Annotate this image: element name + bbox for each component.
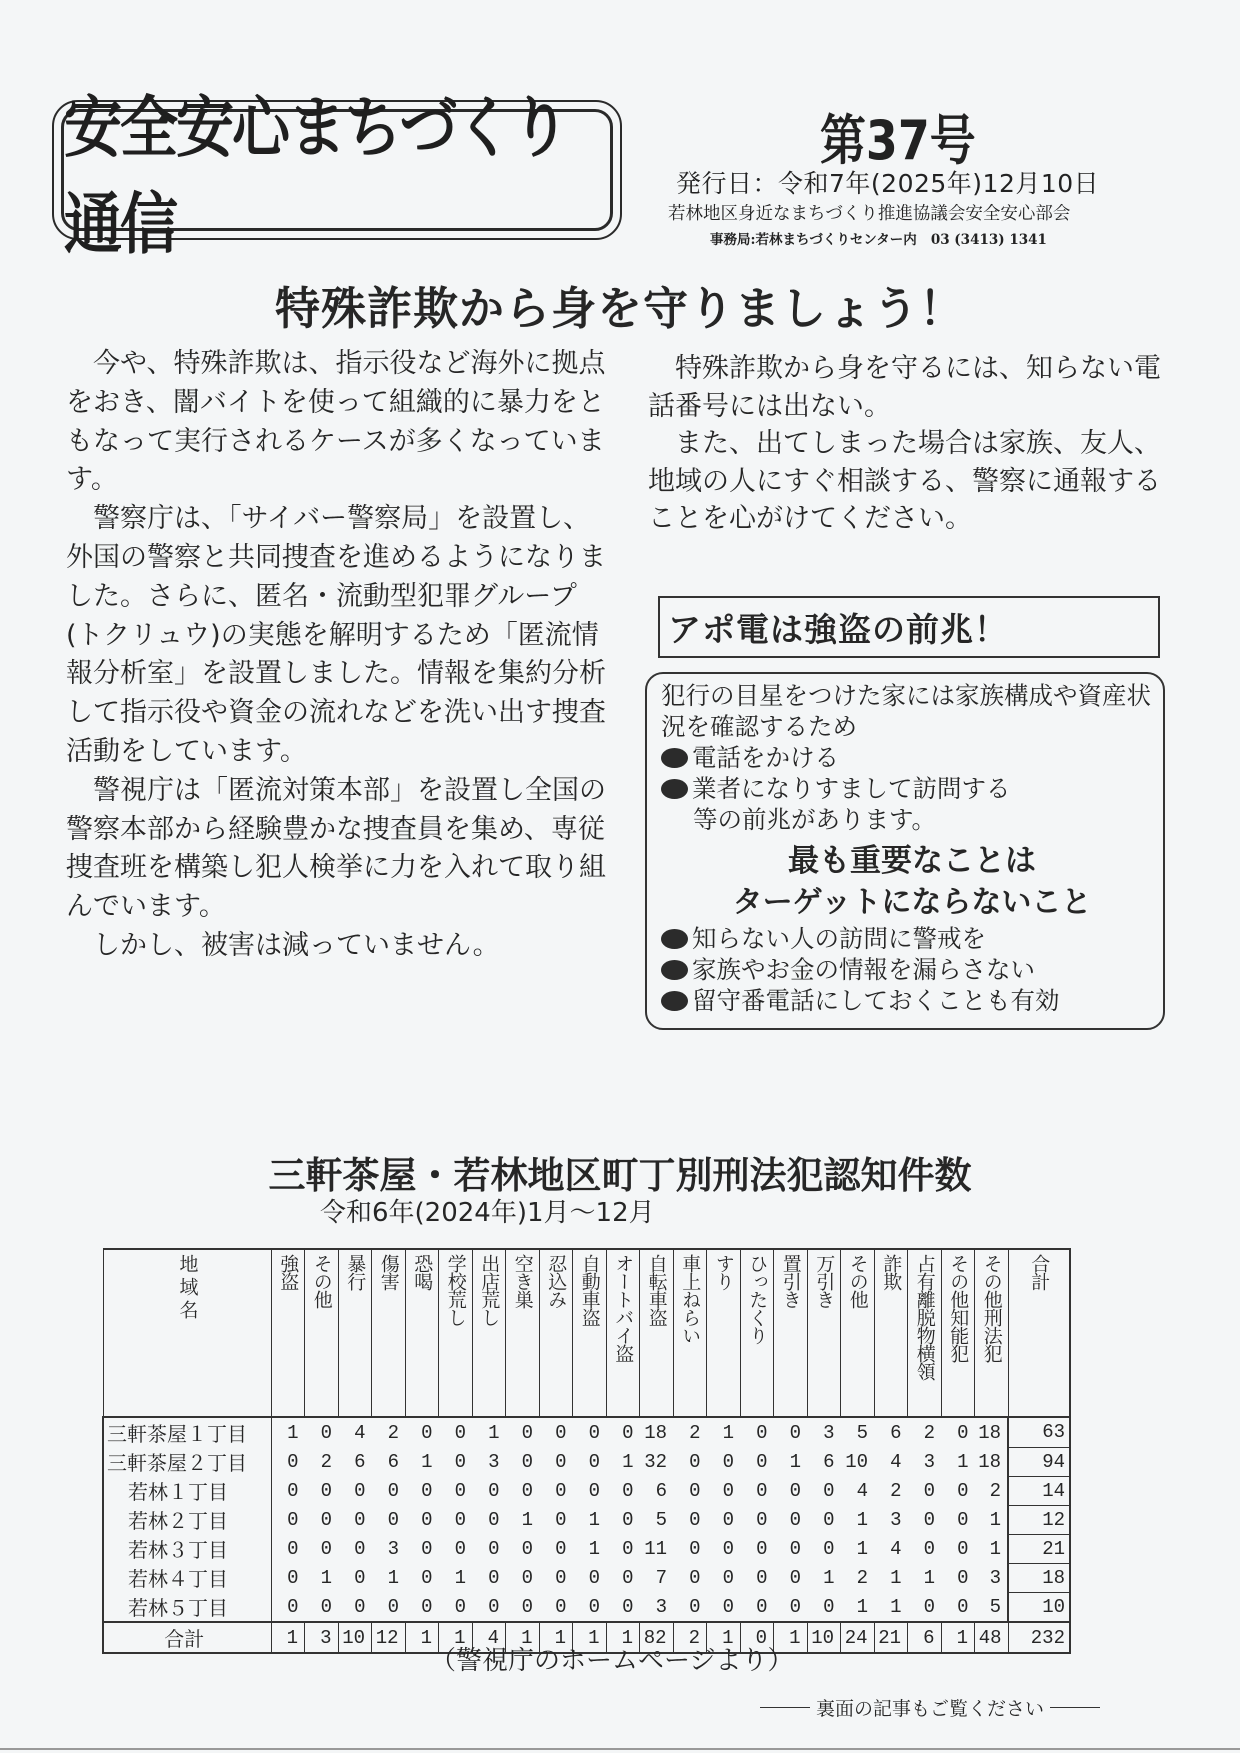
- count-cell: 3: [655, 1595, 667, 1618]
- count-cell: 4: [890, 1450, 902, 1473]
- count-cell: 2: [856, 1566, 868, 1589]
- category-column-header: 自動車盗: [573, 1249, 607, 1417]
- count-cell: 0: [421, 1566, 433, 1589]
- count-cell: 1: [439, 1622, 473, 1653]
- count-cell: 0: [287, 1595, 299, 1618]
- category-column-header: 強盗: [271, 1249, 305, 1417]
- count-cell: 0: [454, 1479, 466, 1502]
- category-column-header: すり: [707, 1249, 741, 1417]
- category-column-header: オートバイ盗: [606, 1249, 640, 1417]
- count-cell: 0: [387, 1479, 399, 1502]
- count-cell: 0: [488, 1566, 500, 1589]
- count-cell: 1: [622, 1450, 634, 1473]
- count-cell: 2: [673, 1622, 707, 1653]
- important-heading: 最も重要なことは: [788, 843, 1036, 879]
- source-note: （警視庁のホームページより）: [430, 1646, 794, 1676]
- count-cell: 32: [644, 1450, 667, 1473]
- count-cell: 0: [488, 1537, 500, 1560]
- count-cell: 0: [521, 1566, 533, 1589]
- masthead-title: 安全安心まちづくり通信: [64, 88, 568, 264]
- count-cell: 1: [454, 1566, 466, 1589]
- alert-title: アポ電は強盗の前兆！: [668, 609, 1008, 649]
- count-cell: 0: [957, 1595, 969, 1618]
- count-cell: 1: [989, 1537, 1001, 1560]
- count-cell: 0: [823, 1479, 835, 1502]
- count-cell: 0: [722, 1508, 734, 1531]
- count-cell: 0: [756, 1450, 768, 1473]
- count-cell: 1: [923, 1566, 935, 1589]
- table-subtitle: 令和6年(2024年)1月～12月: [320, 1198, 655, 1228]
- category-column-header: 恐喝: [405, 1249, 439, 1417]
- category-column-header: その他知能犯: [941, 1249, 975, 1417]
- row-total: 18: [1008, 1563, 1070, 1592]
- count-cell: 0: [287, 1566, 299, 1589]
- count-cell: 0: [454, 1595, 466, 1618]
- masthead-frame: [52, 88, 622, 264]
- count-cell: 0: [957, 1508, 969, 1531]
- count-cell: 0: [521, 1537, 533, 1560]
- count-cell: 0: [923, 1479, 935, 1502]
- count-cell: 0: [588, 1566, 600, 1589]
- count-cell: 0: [354, 1508, 366, 1531]
- count-cell: 5: [856, 1421, 868, 1444]
- count-cell: 0: [957, 1479, 969, 1502]
- footer-note-text: 裏面の記事もご覧ください: [816, 1698, 1045, 1720]
- count-cell: 2: [923, 1421, 935, 1444]
- count-cell: 1: [421, 1450, 433, 1473]
- tip-text: 留守番電話にしておくことも有効: [692, 986, 1060, 1015]
- count-cell: 0: [387, 1508, 399, 1531]
- count-cell: 0: [622, 1508, 634, 1531]
- count-cell: 6: [655, 1479, 667, 1502]
- sign-text: 電話をかける: [692, 743, 839, 772]
- count-cell: 11: [644, 1537, 667, 1560]
- region-name: 合計: [103, 1622, 271, 1653]
- signs-tail: 等の前兆があります。: [693, 805, 937, 834]
- count-cell: 0: [454, 1450, 466, 1473]
- row-total: 63: [1008, 1417, 1070, 1447]
- count-cell: 1: [856, 1508, 868, 1531]
- count-cell: 1: [890, 1595, 902, 1618]
- category-column-header: その他: [841, 1249, 875, 1417]
- count-cell: 0: [555, 1508, 567, 1531]
- count-cell: 2: [989, 1479, 1001, 1502]
- count-cell: 0: [421, 1595, 433, 1618]
- count-cell: 0: [740, 1622, 774, 1653]
- count-cell: 0: [722, 1450, 734, 1473]
- count-cell: 0: [689, 1595, 701, 1618]
- table-header-row: [103, 1249, 1070, 1417]
- row-total: 232: [1008, 1622, 1070, 1653]
- count-cell: 0: [588, 1421, 600, 1444]
- count-cell: 1: [856, 1595, 868, 1618]
- count-cell: 0: [823, 1508, 835, 1531]
- count-cell: 4: [856, 1479, 868, 1502]
- count-cell: 6: [354, 1450, 366, 1473]
- count-cell: 0: [789, 1479, 801, 1502]
- count-cell: 0: [722, 1595, 734, 1618]
- region-name: 若林５丁目: [103, 1592, 271, 1622]
- count-cell: 1: [941, 1622, 975, 1653]
- count-cell: 2: [890, 1479, 902, 1502]
- count-cell: 0: [622, 1421, 634, 1444]
- count-cell: 2: [689, 1421, 701, 1444]
- info-intro: 犯行の目星をつけた家には家族構成や資産状況を確認するため: [661, 681, 1151, 741]
- count-cell: 0: [488, 1595, 500, 1618]
- table-row: [103, 1476, 1070, 1505]
- count-cell: 0: [354, 1595, 366, 1618]
- count-cell: 0: [823, 1595, 835, 1618]
- count-cell: 0: [957, 1566, 969, 1589]
- category-column-header: 車上ねらい: [673, 1249, 707, 1417]
- count-cell: 0: [923, 1537, 935, 1560]
- category-column-header: 自転車盗: [640, 1249, 674, 1417]
- count-cell: 0: [354, 1537, 366, 1560]
- count-cell: 1: [989, 1508, 1001, 1531]
- count-cell: 0: [622, 1479, 634, 1502]
- count-cell: 6: [823, 1450, 835, 1473]
- category-column-header: 詐欺: [874, 1249, 908, 1417]
- count-cell: 12: [372, 1622, 406, 1653]
- count-cell: 4: [472, 1622, 506, 1653]
- page-bottom-rule: [0, 1748, 1240, 1750]
- count-cell: 1: [521, 1508, 533, 1531]
- table-title: 三軒茶屋・若林地区町丁別刑法犯認知件数: [268, 1154, 972, 1197]
- tip-text: 家族やお金の情報を漏らさない: [692, 955, 1035, 984]
- count-cell: 0: [320, 1595, 332, 1618]
- count-cell: 0: [622, 1566, 634, 1589]
- publish-date: 発行日：令和7年(2025年)12月10日: [676, 169, 1100, 198]
- count-cell: 0: [555, 1537, 567, 1560]
- table-row: [103, 1417, 1070, 1447]
- count-cell: 0: [320, 1479, 332, 1502]
- count-cell: 0: [354, 1479, 366, 1502]
- count-cell: 0: [789, 1421, 801, 1444]
- count-cell: 7: [655, 1566, 667, 1589]
- count-cell: 82: [640, 1622, 674, 1653]
- count-cell: 0: [454, 1537, 466, 1560]
- count-cell: 0: [421, 1508, 433, 1531]
- row-total: 10: [1008, 1592, 1070, 1622]
- count-cell: 5: [655, 1508, 667, 1531]
- count-cell: 0: [689, 1537, 701, 1560]
- bullet-icon: [661, 929, 688, 949]
- count-cell: 0: [555, 1595, 567, 1618]
- count-cell: 1: [856, 1537, 868, 1560]
- count-cell: 0: [521, 1479, 533, 1502]
- count-cell: 3: [923, 1450, 935, 1473]
- publisher: 若林地区身近なまちづくり推進協議会安全安心部会: [668, 204, 1071, 224]
- count-cell: 0: [923, 1508, 935, 1531]
- region-name: 三軒茶屋２丁目: [103, 1447, 271, 1476]
- count-cell: 1: [789, 1450, 801, 1473]
- count-cell: 1: [271, 1622, 305, 1653]
- count-cell: 0: [689, 1479, 701, 1502]
- category-column-header: 置引き: [774, 1249, 808, 1417]
- count-cell: 0: [722, 1566, 734, 1589]
- crime-statistics-table: [102, 1248, 1071, 1654]
- count-cell: 0: [756, 1537, 768, 1560]
- office-phone: 03 (3413) 1341: [930, 232, 1047, 248]
- count-cell: 1: [588, 1508, 600, 1531]
- count-cell: 0: [823, 1537, 835, 1560]
- region-name: 若林２丁目: [103, 1505, 271, 1534]
- count-cell: 0: [454, 1421, 466, 1444]
- category-column-header: 忍込み: [539, 1249, 573, 1417]
- count-cell: 1: [707, 1622, 741, 1653]
- count-cell: 18: [978, 1450, 1001, 1473]
- count-cell: 10: [338, 1622, 372, 1653]
- tip-item: [661, 985, 1163, 1016]
- table-row: [103, 1447, 1070, 1476]
- count-cell: 6: [908, 1622, 942, 1653]
- divider: [1050, 1707, 1100, 1708]
- count-cell: 0: [588, 1479, 600, 1502]
- tip-text: 知らない人の訪問に警戒を: [692, 924, 986, 953]
- region-name: 若林３丁目: [103, 1534, 271, 1563]
- count-cell: 0: [756, 1479, 768, 1502]
- count-cell: 0: [421, 1421, 433, 1444]
- count-cell: 3: [890, 1508, 902, 1531]
- count-cell: 10: [845, 1450, 868, 1473]
- row-total: 12: [1008, 1505, 1070, 1534]
- count-cell: 0: [521, 1421, 533, 1444]
- row-total: 94: [1008, 1447, 1070, 1476]
- footer-note: [760, 1694, 1100, 1721]
- count-cell: 18: [978, 1421, 1001, 1444]
- count-cell: 0: [588, 1595, 600, 1618]
- category-column-header: 学校荒し: [439, 1249, 473, 1417]
- count-cell: 0: [622, 1537, 634, 1560]
- count-cell: 21: [874, 1622, 908, 1653]
- category-column-header: その他刑法犯: [975, 1249, 1009, 1417]
- count-cell: 0: [588, 1450, 600, 1473]
- count-cell: 0: [287, 1479, 299, 1502]
- count-cell: 48: [975, 1622, 1009, 1653]
- count-cell: 24: [841, 1622, 875, 1653]
- category-column-header: 傷害: [372, 1249, 406, 1417]
- count-cell: 0: [320, 1537, 332, 1560]
- count-cell: 3: [387, 1537, 399, 1560]
- count-cell: 0: [320, 1508, 332, 1531]
- left-article: [66, 345, 606, 966]
- tip-item: [661, 954, 1163, 985]
- table-body: [103, 1417, 1070, 1653]
- sign-text: 業者になりすまして訪問する: [692, 774, 1011, 803]
- table-row: [103, 1534, 1070, 1563]
- count-cell: 0: [789, 1566, 801, 1589]
- right-article: [648, 350, 1168, 538]
- count-cell: 0: [454, 1508, 466, 1531]
- bullet-icon: [661, 960, 688, 980]
- total-column-header: 合計: [1008, 1249, 1070, 1417]
- count-cell: 4: [890, 1537, 902, 1560]
- left-paragraph-3: 警視庁は「匿流対策本部」を設置し全国の警察本部から経験豊かな捜査員を集め、専従捜査班を構築し犯人検挙に力を入れて取り組んでいます。: [66, 774, 606, 923]
- count-cell: 0: [789, 1508, 801, 1531]
- count-cell: 0: [521, 1595, 533, 1618]
- count-cell: 2: [387, 1421, 399, 1444]
- important-subheading: ターゲットにならないこと: [732, 885, 1092, 920]
- category-column-header: 占有離脱物横領: [908, 1249, 942, 1417]
- left-paragraph-2: 警察庁は、「サイバー警察局」を設置し、外国の警察と共同捜査を進めるようになりました。さらに、匿名・流動型犯罪グループ(トクリュウ)の実態を解明するため「匿流情報分析室」を設置しました。情報を集約分析して指示役や資金の流れなどを洗い出す捜査活動をしています。: [66, 503, 606, 767]
- row-total: 14: [1008, 1476, 1070, 1505]
- sign-item: [661, 773, 1163, 804]
- count-cell: 0: [756, 1595, 768, 1618]
- category-column-header: 空き巣: [506, 1249, 540, 1417]
- category-column-header: 暴行: [338, 1249, 372, 1417]
- region-column-header: 地域名: [103, 1249, 271, 1417]
- count-cell: 4: [354, 1421, 366, 1444]
- count-cell: 6: [890, 1421, 902, 1444]
- count-cell: 6: [387, 1450, 399, 1473]
- count-cell: 1: [573, 1622, 607, 1653]
- sign-item: [661, 742, 1163, 773]
- count-cell: 1: [405, 1622, 439, 1653]
- count-cell: 1: [287, 1421, 299, 1444]
- count-cell: 0: [689, 1566, 701, 1589]
- count-cell: 0: [789, 1595, 801, 1618]
- count-cell: 1: [890, 1566, 902, 1589]
- headline: 特殊詐欺から身を守りましょう！: [274, 282, 965, 335]
- count-cell: 2: [320, 1450, 332, 1473]
- count-cell: 0: [488, 1479, 500, 1502]
- count-cell: 3: [305, 1622, 339, 1653]
- count-cell: 5: [989, 1595, 1001, 1618]
- info-box: [645, 672, 1165, 1030]
- count-cell: 0: [287, 1537, 299, 1560]
- count-cell: 1: [387, 1566, 399, 1589]
- count-cell: 0: [354, 1566, 366, 1589]
- count-cell: 1: [488, 1421, 500, 1444]
- count-cell: 1: [823, 1566, 835, 1589]
- masthead-inner-frame: [61, 88, 613, 264]
- category-column-header: ひったくり: [740, 1249, 774, 1417]
- count-cell: 0: [287, 1508, 299, 1531]
- bullet-icon: [661, 748, 688, 768]
- count-cell: 0: [756, 1508, 768, 1531]
- count-cell: 3: [823, 1421, 835, 1444]
- left-paragraph-4: しかし、被害は減っていません。: [93, 929, 500, 961]
- count-cell: 0: [555, 1566, 567, 1589]
- table-row: [103, 1505, 1070, 1534]
- count-cell: 0: [488, 1508, 500, 1531]
- right-paragraph-1: 特殊詐欺から身を守るには、知らない電話番号には出ない。: [648, 353, 1161, 422]
- count-cell: 1: [606, 1622, 640, 1653]
- left-paragraph-1: 今や、特殊詐欺は、指示役など海外に拠点をおき、闇バイトを使って組織的に暴力をともなって実行されるケースが多くなっています。: [66, 348, 606, 496]
- count-cell: 0: [756, 1421, 768, 1444]
- count-cell: 0: [421, 1479, 433, 1502]
- bullet-icon: [661, 779, 688, 799]
- count-cell: 1: [588, 1537, 600, 1560]
- category-column-header: 万引き: [807, 1249, 841, 1417]
- count-cell: 3: [989, 1566, 1001, 1589]
- right-paragraph-2: また、出てしまった場合は家族、友人、地域の人にすぐ相談する、警察に通報することを心がけてください。: [648, 428, 1161, 534]
- table-row: [103, 1592, 1070, 1622]
- count-cell: 0: [689, 1450, 701, 1473]
- count-cell: 0: [923, 1595, 935, 1618]
- count-cell: 0: [789, 1537, 801, 1560]
- count-cell: 1: [957, 1450, 969, 1473]
- count-cell: 0: [722, 1537, 734, 1560]
- row-total: 21: [1008, 1534, 1070, 1563]
- count-cell: 0: [555, 1421, 567, 1444]
- count-cell: 1: [506, 1622, 540, 1653]
- table-row: [103, 1563, 1070, 1592]
- count-cell: 18: [644, 1421, 667, 1444]
- region-name: 若林１丁目: [103, 1476, 271, 1505]
- region-name: 若林４丁目: [103, 1563, 271, 1592]
- category-column-header: その他: [305, 1249, 339, 1417]
- count-cell: 0: [622, 1595, 634, 1618]
- count-cell: 0: [957, 1421, 969, 1444]
- count-cell: 0: [957, 1537, 969, 1560]
- divider: [760, 1707, 810, 1708]
- count-cell: 0: [320, 1421, 332, 1444]
- bullet-icon: [661, 991, 688, 1011]
- count-cell: 0: [722, 1479, 734, 1502]
- region-name: 三軒茶屋１丁目: [103, 1417, 271, 1447]
- issue-number: 第37号: [820, 109, 976, 172]
- count-cell: 0: [387, 1595, 399, 1618]
- count-cell: 1: [774, 1622, 808, 1653]
- alert-box: [658, 596, 1160, 658]
- count-cell: 0: [689, 1508, 701, 1531]
- count-cell: 0: [287, 1450, 299, 1473]
- count-cell: 1: [722, 1421, 734, 1444]
- office-name: 事務局:若林まちづくりセンター内: [710, 232, 917, 248]
- count-cell: 0: [555, 1479, 567, 1502]
- count-cell: 0: [756, 1566, 768, 1589]
- count-cell: 10: [807, 1622, 841, 1653]
- count-cell: 1: [320, 1566, 332, 1589]
- office-info: [710, 228, 1047, 248]
- count-cell: 3: [488, 1450, 500, 1473]
- count-cell: 1: [539, 1622, 573, 1653]
- tip-item: [661, 923, 1163, 954]
- count-cell: 0: [421, 1537, 433, 1560]
- count-cell: 0: [555, 1450, 567, 1473]
- category-column-header: 出店荒し: [472, 1249, 506, 1417]
- count-cell: 0: [521, 1450, 533, 1473]
